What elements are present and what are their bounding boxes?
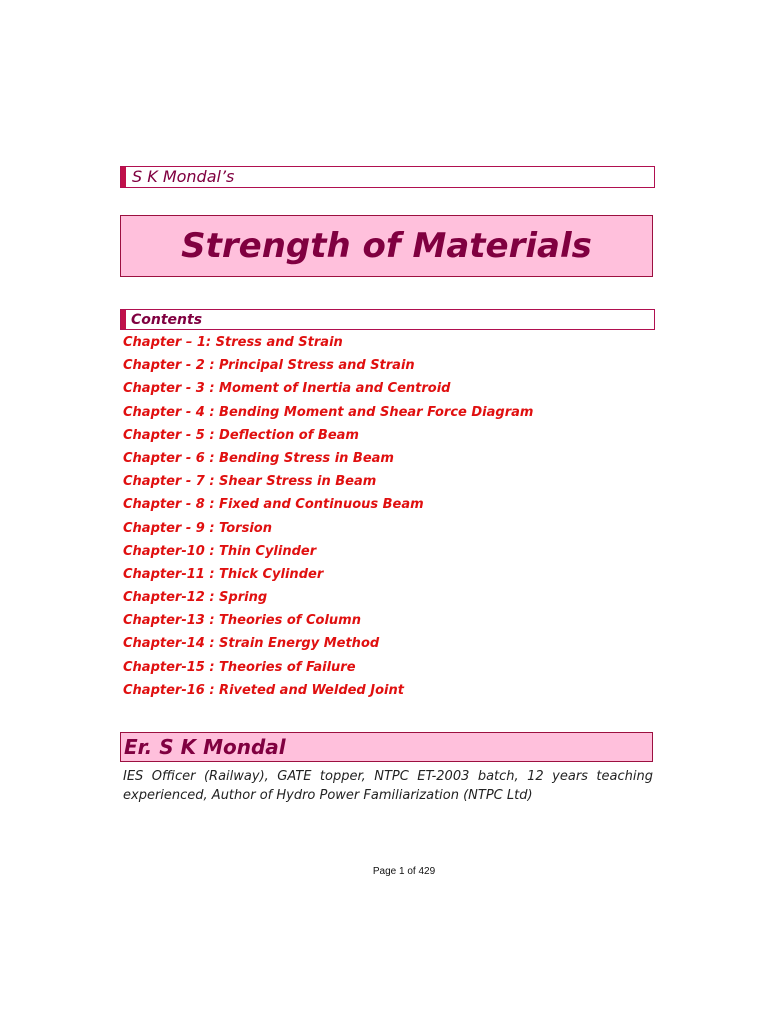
chapter-item[interactable]: Chapter - 7 : Shear Stress in Beam — [123, 474, 377, 490]
contents-header — [120, 309, 655, 330]
chapter-item[interactable]: Chapter-10 : Thin Cylinder — [123, 543, 317, 559]
chapter-item[interactable]: Chapter - 6 : Bending Stress in Beam — [123, 450, 394, 466]
title-box — [120, 215, 653, 277]
chapter-item[interactable]: Chapter - 4 : Bending Moment and Shear Force Diagram — [123, 404, 534, 420]
chapter-list — [123, 334, 533, 705]
author-name-box — [120, 732, 653, 762]
contents-heading: Contents — [131, 311, 203, 328]
chapter-item[interactable]: Chapter-14 : Strain Energy Method — [123, 636, 380, 652]
chapter-item[interactable]: Chapter - 9 : Torsion — [123, 520, 272, 536]
author-header-label: S K Mondal’s — [132, 167, 235, 186]
chapter-item[interactable]: Chapter-11 : Thick Cylinder — [123, 566, 324, 582]
author-name: Er. S K Mondal — [124, 735, 286, 759]
page-title: Strength of Materials — [181, 226, 592, 266]
author-header — [120, 166, 655, 188]
chapter-item[interactable]: Chapter-15 : Theories of Failure — [123, 659, 356, 675]
chapter-item[interactable]: Chapter-16 : Riveted and Welded Joint — [123, 682, 404, 698]
chapter-item[interactable]: Chapter - 8 : Fixed and Continuous Beam — [123, 497, 424, 513]
chapter-item[interactable]: Chapter – 1: Stress and Strain — [123, 335, 343, 350]
author-bio: IES Officer (Railway), GATE topper, NTPC ET-2003 batch, 12 years teaching experienced, Author of Hydro Power Familiarization (NTPC Ltd) — [123, 769, 653, 803]
chapter-item[interactable]: Chapter-13 : Theories of Column — [123, 613, 361, 629]
chapter-item[interactable]: Chapter-12 : Spring — [123, 590, 268, 606]
chapter-item[interactable]: Chapter - 2 : Principal Stress and Strain — [123, 358, 415, 374]
chapter-item[interactable]: Chapter - 5 : Deflection of Beam — [123, 427, 359, 443]
page-number: Page 1 of 429 — [372, 866, 436, 877]
chapter-item[interactable]: Chapter - 3 : Moment of Inertia and Centroid — [123, 381, 451, 397]
